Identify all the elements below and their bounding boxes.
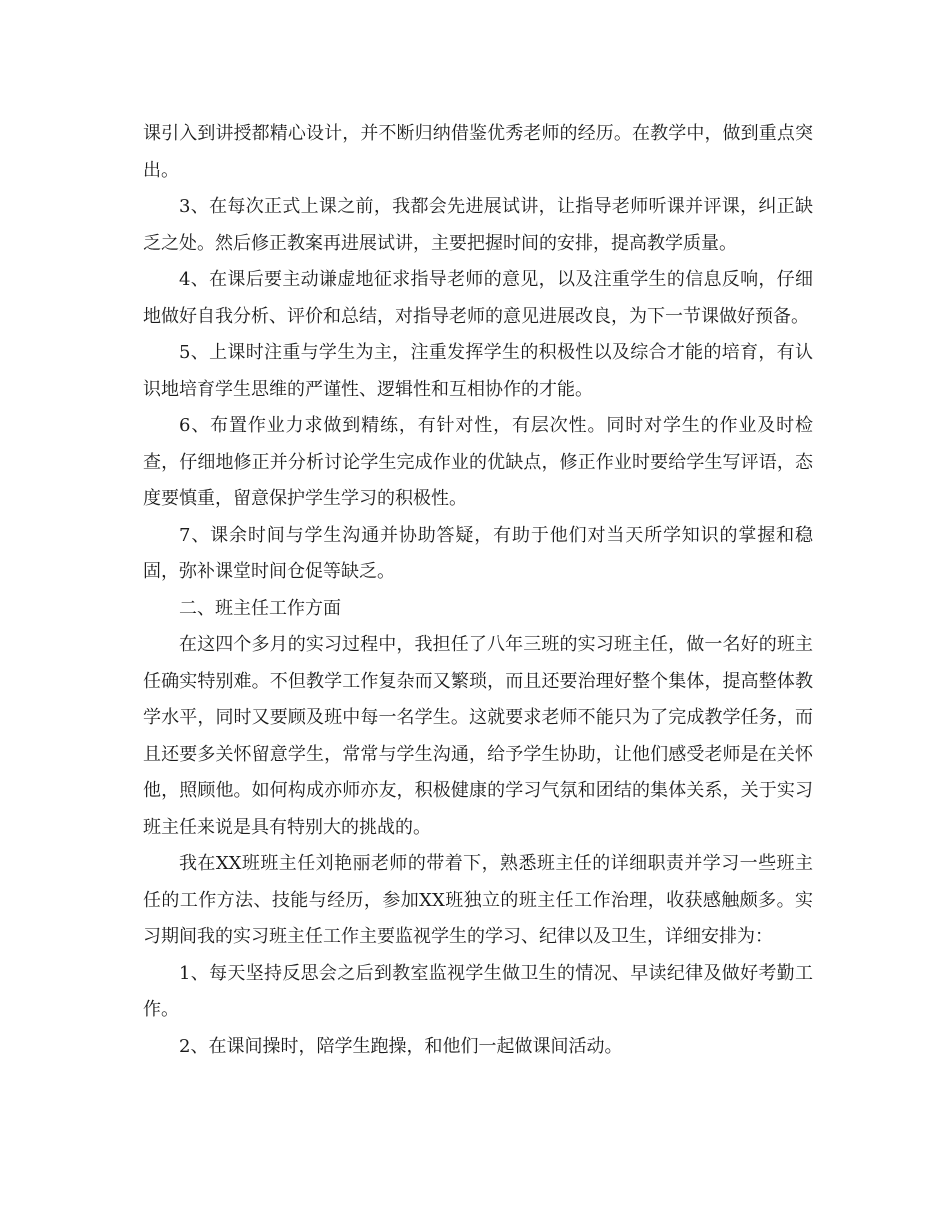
paragraph: 3、在每次正式上课之前，我都会先进展试讲，让指导老师听课并评课，纠正缺乏之处。然后修正教案再进展试讲，主要把握时间的安排，提高教学质量。 (143, 196, 813, 254)
paragraph: 5、上课时注重与学生为主，注重发挥学生的积极性以及综合才能的培育，有认识地培育学生思维的严谨性、逻辑性和互相协作的才能。 (143, 342, 813, 400)
paragraph: 4、在课后要主动谦虚地征求指导老师的意见，以及注重学生的信息反响，仔细地做好自我分析、评价和总结，对指导老师的意见进展改良，为下一节课做好预备。 (143, 269, 813, 327)
paragraph: 2、在课间操时，陪学生跑操，和他们一起做课间活动。 (179, 1035, 623, 1057)
paragraph: 课引入到讲授都精心设计，并不断归纳借鉴优秀老师的经历。在教学中，做到重点突出。 (143, 123, 813, 181)
paragraph: 6、布置作业力求做到精练，有针对性，有层次性。同时对学生的作业及时检查，仔细地修正并分析讨论学生完成作业的优缺点，修正作业时要给学生写评语，态度要慎重，留意保护学生学习的积极性。 (143, 415, 813, 509)
document-body (143, 116, 813, 1065)
paragraph: 我在XX班班主任刘艳丽老师的带着下，熟悉班主任的详细职责并学习一些班主任的工作方法、技能与经历，参加XX班独立的班主任工作治理，收获感触颇多。实习期间我的实习班主任工作主要监视学生的学习、纪律以及卫生，详细安排为： (143, 853, 813, 947)
paragraph: 在这四个多月的实习过程中，我担任了八年三班的实习班主任，做一名好的班主任确实特别难。不但教学工作复杂而又繁琐，而且还要治理好整个集体，提高整体教学水平，同时又要顾及班中每一名学生。这就要求老师不能只为了完成教学任务，而且还要多关怀留意学生，常常与学生沟通，给予学生协助，让他们感受老师是在关怀他，照顾他。如何构成亦师亦友，积极健康的学习气氛和团结的集体关系，关于实习班主任来说是具有特别大的挑战的。 (143, 634, 813, 838)
paragraph: 7、课余时间与学生沟通并协助答疑，有助于他们对当天所学知识的掌握和稳固，弥补课堂时间仓促等缺乏。 (143, 524, 813, 582)
paragraph: 1、每天坚持反思会之后到教室监视学生做卫生的情况、早读纪律及做好考勤工作。 (143, 962, 813, 1020)
section-heading: 二、班主任工作方面 (179, 597, 341, 619)
